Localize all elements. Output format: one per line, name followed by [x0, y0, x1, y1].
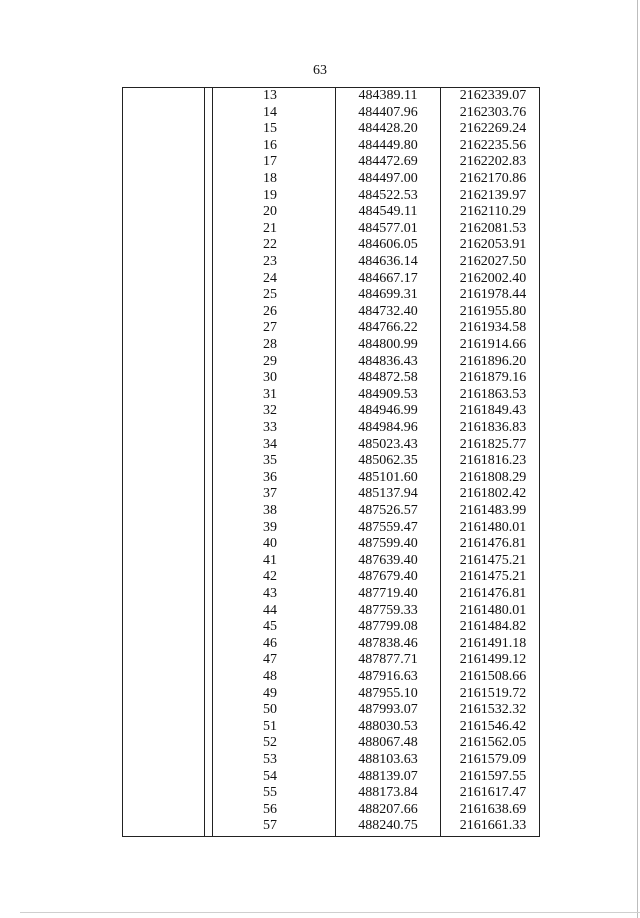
x-coordinate-cell: 484389.11	[358, 88, 418, 103]
table-row	[122, 536, 540, 553]
y-coordinate-cell: 2161914.66	[459, 337, 527, 352]
y-coordinate-cell: 2161879.16	[459, 370, 527, 386]
x-coordinate-cell: 487993.07	[358, 702, 418, 718]
table-row	[122, 171, 540, 188]
point-number-cell: 22	[263, 237, 277, 253]
x-coordinate-cell: 485101.60	[358, 469, 418, 485]
point-number-cell: 26	[263, 303, 277, 319]
y-coordinate-cell: 2162269.24	[459, 121, 527, 137]
table-row	[122, 287, 540, 304]
table-row	[122, 437, 540, 454]
point-number-cell: 45	[263, 619, 277, 635]
y-coordinate-cell: 2161562.05	[459, 735, 527, 751]
table-row	[122, 702, 540, 719]
x-coordinate-cell: 484946.99	[358, 403, 418, 419]
x-coordinate-cell: 485062.35	[358, 453, 418, 469]
y-coordinate-cell: 2161476.81	[459, 536, 527, 552]
x-coordinate-cell: 484497.00	[358, 171, 418, 186]
y-coordinate-cell: 2161499.12	[459, 652, 527, 668]
point-number-cell: 42	[263, 569, 277, 585]
table-row	[122, 204, 540, 221]
y-coordinate-cell: 2161475.21	[459, 552, 527, 568]
x-coordinate-cell: 484984.96	[358, 420, 418, 435]
x-coordinate-cell: 487759.33	[358, 602, 418, 618]
table-row	[122, 304, 540, 321]
table-row	[122, 105, 540, 122]
y-coordinate-cell: 2161661.33	[459, 818, 527, 834]
point-number-cell: 18	[263, 171, 277, 186]
table-row	[122, 686, 540, 703]
x-coordinate-cell: 484522.53	[358, 187, 418, 203]
table-row	[122, 752, 540, 769]
table-row	[122, 520, 540, 537]
x-coordinate-cell: 484472.69	[358, 154, 418, 170]
table-row	[122, 818, 540, 835]
table-row	[122, 569, 540, 586]
point-number-cell: 34	[263, 436, 277, 452]
point-number-cell: 37	[263, 486, 277, 502]
x-coordinate-cell: 488103.63	[358, 752, 418, 767]
y-coordinate-cell: 2161802.42	[459, 486, 527, 502]
table-row	[122, 221, 540, 238]
point-number-cell: 47	[263, 652, 277, 668]
table-row	[122, 553, 540, 570]
y-coordinate-cell: 2161484.82	[459, 619, 527, 635]
y-coordinate-cell: 2161480.01	[459, 602, 527, 618]
point-number-cell: 51	[263, 718, 277, 734]
x-coordinate-cell: 484800.99	[358, 337, 418, 352]
x-coordinate-cell: 488030.53	[358, 718, 418, 734]
point-number-cell: 39	[263, 519, 277, 535]
point-number-cell: 24	[263, 270, 277, 286]
x-coordinate-cell: 484667.17	[358, 270, 418, 286]
y-coordinate-cell: 2162339.07	[459, 88, 527, 103]
x-coordinate-cell: 487838.46	[358, 635, 418, 651]
point-number-cell: 16	[263, 137, 277, 153]
point-number-cell: 30	[263, 370, 277, 386]
y-coordinate-cell: 2162139.97	[459, 187, 527, 203]
point-number-cell: 55	[263, 785, 277, 801]
y-coordinate-cell: 2161808.29	[459, 469, 527, 485]
x-coordinate-cell: 484732.40	[358, 303, 418, 319]
y-coordinate-cell: 2161896.20	[459, 353, 527, 369]
y-coordinate-cell: 2162170.86	[459, 171, 527, 186]
y-coordinate-cell: 2161816.23	[459, 453, 527, 469]
point-number-cell: 33	[263, 420, 277, 435]
y-coordinate-cell: 2161491.18	[459, 635, 527, 651]
point-number-cell: 32	[263, 403, 277, 419]
y-coordinate-cell: 2161579.09	[459, 752, 527, 767]
y-coordinate-cell: 2161849.43	[459, 403, 527, 419]
x-coordinate-cell: 484428.20	[358, 121, 418, 137]
point-number-cell: 28	[263, 337, 277, 352]
table-row	[122, 652, 540, 669]
point-number-cell: 48	[263, 669, 277, 684]
table-row	[122, 237, 540, 254]
point-number-cell: 52	[263, 735, 277, 751]
x-coordinate-cell: 487526.57	[358, 503, 418, 518]
x-coordinate-cell: 487955.10	[358, 685, 418, 701]
y-coordinate-cell: 2161836.83	[459, 420, 527, 435]
point-number-cell: 19	[263, 187, 277, 203]
table-row	[122, 802, 540, 819]
x-coordinate-cell: 487639.40	[358, 552, 418, 568]
point-number-cell: 25	[263, 287, 277, 303]
point-number-cell: 40	[263, 536, 277, 552]
table-row	[122, 88, 540, 105]
table-row	[122, 503, 540, 520]
table-row	[122, 619, 540, 636]
x-coordinate-cell: 484606.05	[358, 237, 418, 253]
point-number-cell: 35	[263, 453, 277, 469]
x-coordinate-cell: 484872.58	[358, 370, 418, 386]
x-coordinate-cell: 487799.08	[358, 619, 418, 635]
table-row	[122, 669, 540, 686]
point-number-cell: 21	[263, 220, 277, 236]
x-coordinate-cell: 488240.75	[358, 818, 418, 834]
point-number-cell: 15	[263, 121, 277, 137]
y-coordinate-cell: 2161483.99	[459, 503, 527, 518]
x-coordinate-cell: 488139.07	[358, 768, 418, 784]
x-coordinate-cell: 487599.40	[358, 536, 418, 552]
y-coordinate-cell: 2161476.81	[459, 586, 527, 601]
x-coordinate-cell: 485023.43	[358, 436, 418, 452]
y-coordinate-cell: 2161480.01	[459, 519, 527, 535]
y-coordinate-cell: 2162027.50	[459, 254, 527, 269]
scan-edge-line	[20, 912, 640, 913]
x-coordinate-cell: 484836.43	[358, 353, 418, 369]
point-number-cell: 13	[263, 88, 277, 103]
table-row	[122, 785, 540, 802]
y-coordinate-cell: 2162202.83	[459, 154, 527, 170]
table-row	[122, 403, 540, 420]
table-row	[122, 254, 540, 271]
x-coordinate-cell: 484909.53	[358, 386, 418, 402]
y-coordinate-cell: 2161638.69	[459, 801, 527, 817]
page-number: 63	[313, 63, 327, 78]
y-coordinate-cell: 2161955.80	[459, 303, 527, 319]
point-number-cell: 49	[263, 685, 277, 701]
table-row	[122, 769, 540, 786]
point-number-cell: 14	[263, 104, 277, 120]
x-coordinate-cell: 484577.01	[358, 220, 418, 236]
point-number-cell: 46	[263, 635, 277, 651]
scan-edge-line	[637, 0, 638, 918]
y-coordinate-cell: 2161934.58	[459, 320, 527, 336]
y-coordinate-cell: 2161617.47	[459, 785, 527, 801]
point-number-cell: 41	[263, 552, 277, 568]
point-number-cell: 54	[263, 768, 277, 784]
table-row	[122, 719, 540, 736]
table-row	[122, 735, 540, 752]
x-coordinate-cell: 487559.47	[358, 519, 418, 535]
table-row	[122, 337, 540, 354]
table-row	[122, 453, 540, 470]
x-coordinate-cell: 484766.22	[358, 320, 418, 336]
x-coordinate-cell: 484699.31	[358, 287, 418, 303]
table-row	[122, 470, 540, 487]
table-row	[122, 320, 540, 337]
point-number-cell: 50	[263, 702, 277, 718]
y-coordinate-cell: 2161519.72	[459, 685, 527, 701]
point-number-cell: 31	[263, 386, 277, 402]
x-coordinate-cell: 487679.40	[358, 569, 418, 585]
y-coordinate-cell: 2161863.53	[459, 386, 527, 402]
x-coordinate-cell: 488173.84	[358, 785, 418, 801]
point-number-cell: 57	[263, 818, 277, 834]
x-coordinate-cell: 487877.71	[358, 652, 418, 668]
x-coordinate-cell: 484636.14	[358, 254, 418, 269]
point-number-cell: 53	[263, 752, 277, 767]
point-number-cell: 29	[263, 353, 277, 369]
table-body	[122, 88, 540, 836]
table-row	[122, 586, 540, 603]
x-coordinate-cell: 484407.96	[358, 104, 418, 120]
point-number-cell: 17	[263, 154, 277, 170]
y-coordinate-cell: 2162235.56	[459, 137, 527, 153]
table-row	[122, 121, 540, 138]
y-coordinate-cell: 2162110.29	[460, 204, 526, 220]
point-number-cell: 44	[263, 602, 277, 618]
x-coordinate-cell: 488067.48	[358, 735, 418, 751]
table-row	[122, 188, 540, 205]
y-coordinate-cell: 2161978.44	[459, 287, 527, 303]
point-number-cell: 43	[263, 586, 277, 601]
table-row	[122, 354, 540, 371]
point-number-cell: 23	[263, 254, 277, 269]
x-coordinate-cell: 485137.94	[358, 486, 418, 502]
table-row	[122, 603, 540, 620]
table-row	[122, 387, 540, 404]
y-coordinate-cell: 2161508.66	[459, 669, 527, 684]
y-coordinate-cell: 2161825.77	[459, 436, 527, 452]
point-number-cell: 27	[263, 320, 277, 336]
x-coordinate-cell: 487719.40	[358, 586, 418, 601]
y-coordinate-cell: 2162002.40	[459, 270, 527, 286]
table-row	[122, 370, 540, 387]
table-row	[122, 154, 540, 171]
y-coordinate-cell: 2161597.55	[459, 768, 527, 784]
y-coordinate-cell: 2161532.32	[459, 702, 527, 718]
x-coordinate-cell: 484549.11	[358, 204, 418, 220]
table-row	[122, 420, 540, 437]
point-number-cell: 36	[263, 469, 277, 485]
x-coordinate-cell: 487916.63	[358, 669, 418, 684]
y-coordinate-cell: 2162053.91	[459, 237, 527, 253]
table-row	[122, 636, 540, 653]
table-row	[122, 138, 540, 155]
y-coordinate-cell: 2162081.53	[459, 220, 527, 236]
x-coordinate-cell: 488207.66	[358, 801, 418, 817]
y-coordinate-cell: 2161475.21	[459, 569, 527, 585]
x-coordinate-cell: 484449.80	[358, 137, 418, 153]
point-number-cell: 20	[263, 204, 277, 220]
point-number-cell: 38	[263, 503, 277, 518]
table-row	[122, 271, 540, 288]
y-coordinate-cell: 2162303.76	[459, 104, 527, 120]
y-coordinate-cell: 2161546.42	[459, 718, 527, 734]
table-row	[122, 486, 540, 503]
point-number-cell: 56	[263, 801, 277, 817]
